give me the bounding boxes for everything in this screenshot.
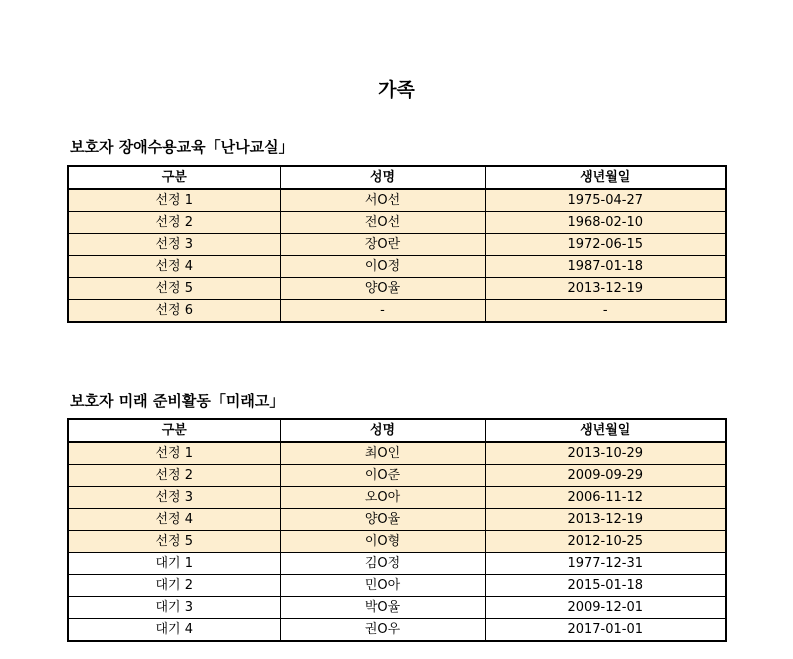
cell-birthdate: 2006-11-12 xyxy=(485,487,726,509)
section-title-nanna-class: 보호자 장애수용교육「난나교실」 xyxy=(70,138,294,156)
column-header-name: 성명 xyxy=(280,419,485,442)
cell-name: 이O형 xyxy=(280,531,485,553)
table-row xyxy=(68,234,726,256)
cell-name: 오O아 xyxy=(280,487,485,509)
table-header-row xyxy=(68,419,726,442)
cell-type: 선정 1 xyxy=(68,189,280,212)
cell-birthdate: 2013-10-29 xyxy=(485,442,726,465)
table-row xyxy=(68,487,726,509)
table-row xyxy=(68,278,726,300)
column-header-name: 성명 xyxy=(280,166,485,189)
cell-type: 선정 4 xyxy=(68,256,280,278)
cell-name: 권O우 xyxy=(280,619,485,642)
table-row xyxy=(68,189,726,212)
cell-type: 선정 1 xyxy=(68,442,280,465)
column-header-type: 구분 xyxy=(68,166,280,189)
cell-birthdate: 2015-01-18 xyxy=(485,575,726,597)
column-header-birthdate: 생년월일 xyxy=(485,419,726,442)
cell-birthdate: 2013-12-19 xyxy=(485,509,726,531)
cell-name: - xyxy=(280,300,485,323)
cell-birthdate: 2017-01-01 xyxy=(485,619,726,642)
cell-name: 장O란 xyxy=(280,234,485,256)
table-row xyxy=(68,212,726,234)
cell-type: 대기 1 xyxy=(68,553,280,575)
nanna-class-table xyxy=(67,165,727,323)
cell-type: 대기 2 xyxy=(68,575,280,597)
cell-type: 대기 4 xyxy=(68,619,280,642)
cell-name: 민O아 xyxy=(280,575,485,597)
cell-type: 선정 6 xyxy=(68,300,280,323)
cell-name: 박O율 xyxy=(280,597,485,619)
cell-type: 대기 3 xyxy=(68,597,280,619)
table-row xyxy=(68,531,726,553)
table-row xyxy=(68,256,726,278)
cell-name: 서O선 xyxy=(280,189,485,212)
table-row xyxy=(68,509,726,531)
table-row xyxy=(68,300,726,323)
column-header-birthdate: 생년월일 xyxy=(485,166,726,189)
table-row xyxy=(68,442,726,465)
cell-name: 양O율 xyxy=(280,509,485,531)
table-row xyxy=(68,553,726,575)
cell-birthdate: - xyxy=(485,300,726,323)
cell-name: 이O준 xyxy=(280,465,485,487)
cell-type: 선정 5 xyxy=(68,531,280,553)
cell-birthdate: 2009-09-29 xyxy=(485,465,726,487)
cell-birthdate: 2009-12-01 xyxy=(485,597,726,619)
table-header-row xyxy=(68,166,726,189)
cell-type: 선정 4 xyxy=(68,509,280,531)
cell-birthdate: 1975-04-27 xyxy=(485,189,726,212)
cell-birthdate: 1972-06-15 xyxy=(485,234,726,256)
section-title-mirae-go: 보호자 미래 준비활동「미래고」 xyxy=(70,392,285,410)
table-row xyxy=(68,619,726,642)
cell-type: 선정 2 xyxy=(68,465,280,487)
column-header-type: 구분 xyxy=(68,419,280,442)
cell-birthdate: 1968-02-10 xyxy=(485,212,726,234)
cell-name: 양O율 xyxy=(280,278,485,300)
cell-birthdate: 2013-12-19 xyxy=(485,278,726,300)
cell-name: 전O선 xyxy=(280,212,485,234)
cell-birthdate: 1987-01-18 xyxy=(485,256,726,278)
cell-name: 최O인 xyxy=(280,442,485,465)
page-title: 가족 xyxy=(378,79,415,101)
table-row xyxy=(68,465,726,487)
cell-name: 김O정 xyxy=(280,553,485,575)
cell-name: 이O정 xyxy=(280,256,485,278)
cell-birthdate: 2012-10-25 xyxy=(485,531,726,553)
table-row xyxy=(68,575,726,597)
cell-type: 선정 3 xyxy=(68,487,280,509)
mirae-go-table xyxy=(67,418,727,642)
cell-type: 선정 5 xyxy=(68,278,280,300)
cell-birthdate: 1977-12-31 xyxy=(485,553,726,575)
cell-type: 선정 3 xyxy=(68,234,280,256)
cell-type: 선정 2 xyxy=(68,212,280,234)
table-row xyxy=(68,597,726,619)
